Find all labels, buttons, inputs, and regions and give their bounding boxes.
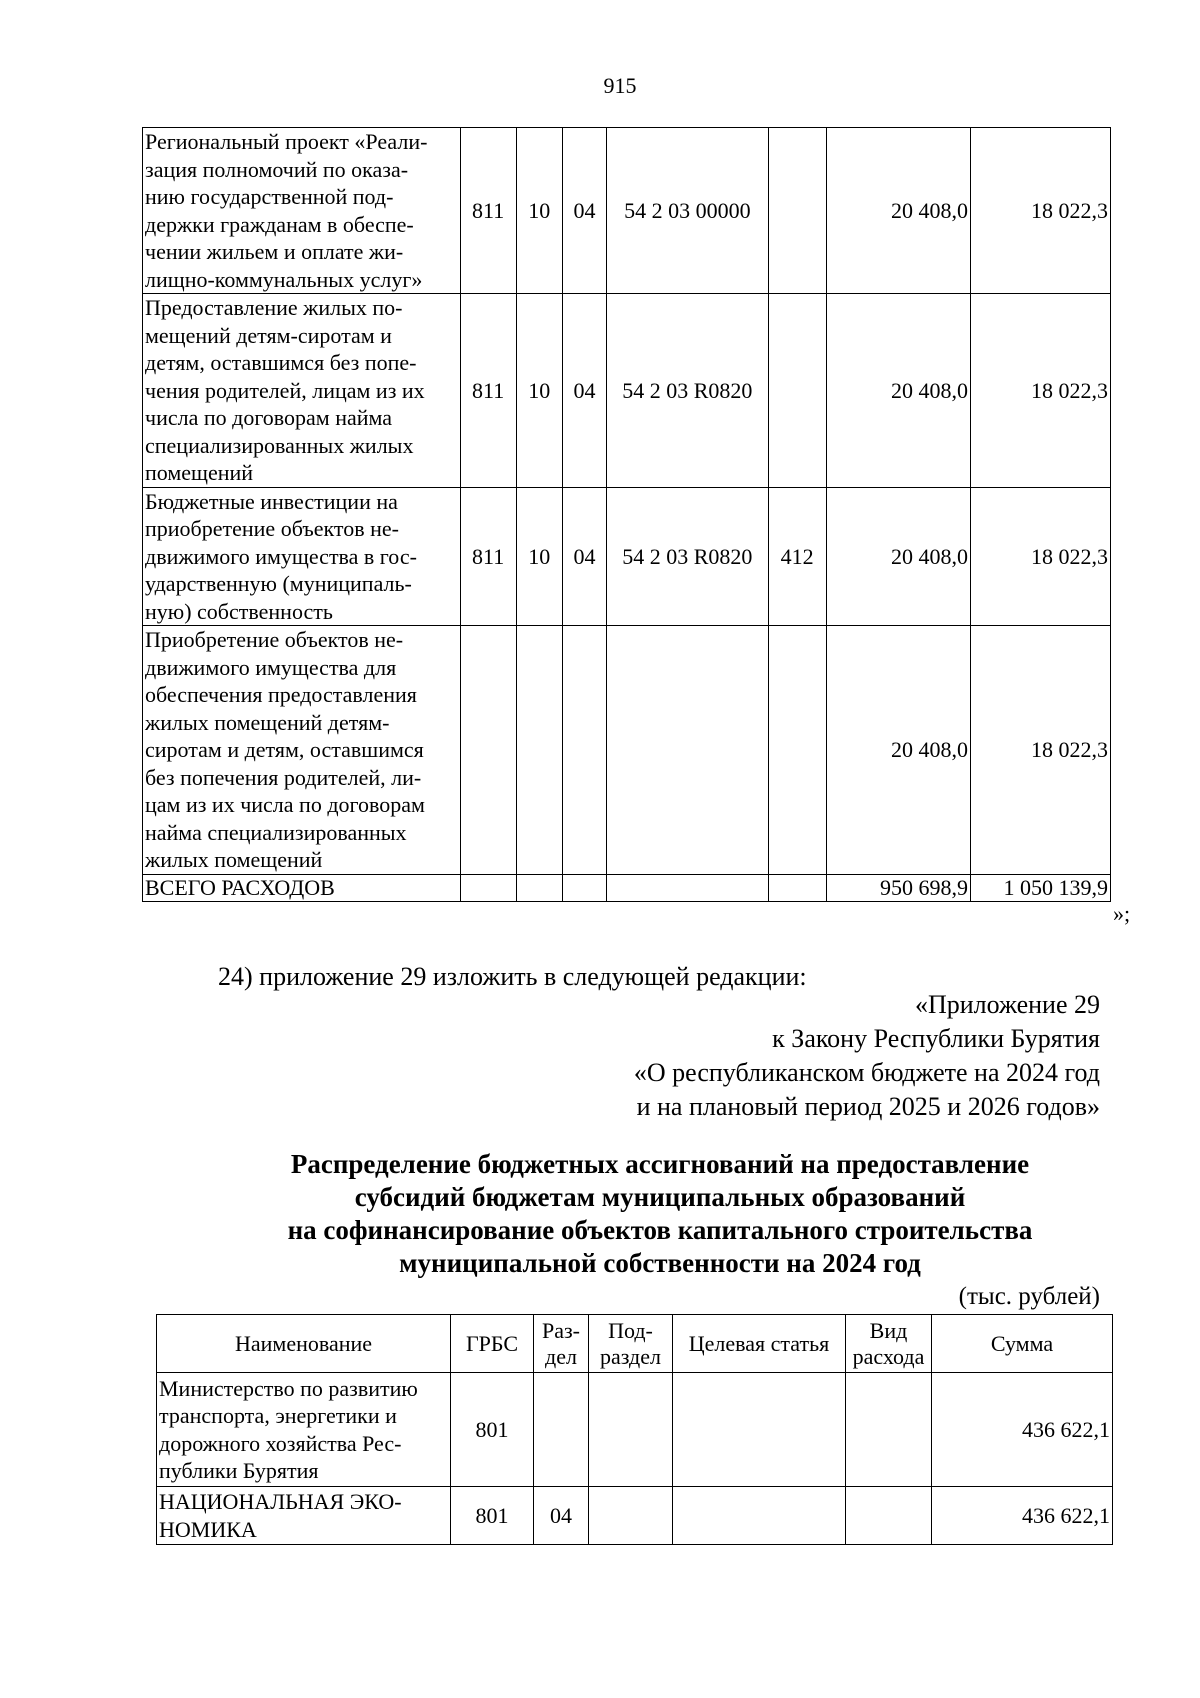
target-article-cell: 54 2 03 R0820	[607, 487, 769, 626]
total-sum-2026: 1 050 139,9	[970, 874, 1110, 901]
grbs-cell: 811	[460, 487, 516, 626]
row-name: Приобретение объектов не- движимого имущества для обеспечения предоставления жилых помещений детям- сиротам и детям, оставшимся без попечения родителей, ли- цам из их числа по договорам найма специализированных жилых помещений	[143, 626, 461, 875]
appendix-law-ref: к Закону Республики Бурятия	[772, 1024, 1100, 1053]
subsection-cell: 04	[562, 128, 606, 294]
expense-kind-cell	[768, 626, 826, 875]
closing-quote-mark: »;	[1113, 901, 1131, 926]
appendix-law-period: и на плановый период 2025 и 2026 годов»	[636, 1092, 1100, 1121]
grbs-cell: 801	[451, 1373, 534, 1487]
subsection-cell: 04	[562, 487, 606, 626]
grbs-cell	[460, 626, 516, 875]
section-cell	[534, 1373, 589, 1487]
sum-2025-cell: 20 408,0	[826, 128, 970, 294]
appendix-title: «Приложение 29	[914, 990, 1100, 1019]
total-label: ВСЕГО РАСХОДОВ	[143, 874, 461, 901]
section-cell: 10	[516, 128, 562, 294]
target-article-cell: 54 2 03 00000	[607, 128, 769, 294]
expense-kind-cell	[768, 128, 826, 294]
section-cell: 04	[534, 1487, 589, 1545]
appendix-law-name: «О республиканском бюджете на 2024 год	[633, 1058, 1100, 1087]
page-number: 915	[603, 73, 637, 98]
header-grbs: ГРБС	[451, 1315, 534, 1373]
appendix-header	[634, 988, 1100, 1124]
table-row	[157, 1373, 1113, 1487]
sum-2025-cell: 20 408,0	[826, 294, 970, 488]
grbs-cell: 811	[460, 294, 516, 488]
units-label: (тыс. рублей)	[958, 1283, 1100, 1310]
row-name: Бюджетные инвестиции на приобретение объектов не- движимого имущества в гос- ударственную (муниципаль- ную) собственность	[143, 487, 461, 626]
header-target-article: Целевая статья	[673, 1315, 846, 1373]
row-name: Региональный проект «Реали- зация полномочий по оказа- нию государственной под- держки гражданам в обеспе- чении жильем и оплате жи- лищно-коммунальных услуг»	[143, 128, 461, 294]
row-name: НАЦИОНАЛЬНАЯ ЭКО- НОМИКА	[157, 1487, 451, 1545]
header-sum: Сумма	[932, 1315, 1113, 1373]
sum-2026-cell: 18 022,3	[970, 487, 1110, 626]
header-section: Раз- дел	[534, 1315, 589, 1373]
row-name: Министерство по развитию транспорта, энергетики и дорожного хозяйства Рес- публики Бурятия	[157, 1373, 451, 1487]
section-cell: 10	[516, 294, 562, 488]
sum-cell: 436 622,1	[932, 1487, 1113, 1545]
section-cell: 10	[516, 487, 562, 626]
table-row	[143, 487, 1111, 626]
section-cell	[516, 626, 562, 875]
total-row	[143, 874, 1111, 901]
sum-2026-cell: 18 022,3	[970, 626, 1110, 875]
sum-2025-cell: 20 408,0	[826, 487, 970, 626]
target-article-cell	[673, 1487, 846, 1545]
table-row	[157, 1487, 1113, 1545]
sum-2026-cell: 18 022,3	[970, 128, 1110, 294]
grbs-cell: 811	[460, 128, 516, 294]
expense-kind-cell	[768, 294, 826, 488]
target-article-cell	[607, 626, 769, 875]
table-row	[143, 294, 1111, 488]
subsidy-allocation-table	[156, 1314, 1113, 1545]
sum-2025-cell: 20 408,0	[826, 626, 970, 875]
grbs-cell: 801	[451, 1487, 534, 1545]
row-name: Предоставление жилых по- мещений детям-сиротам и детям, оставшимся без попе- чения родителей, лицам из их числа по договорам найма специализированных жилых помещений	[143, 294, 461, 488]
header-expense-kind: Вид расхода	[846, 1315, 932, 1373]
header-subsection: Под- раздел	[589, 1315, 673, 1373]
sum-cell: 436 622,1	[932, 1373, 1113, 1487]
document-heading: Распределение бюджетных ассигнований на предоставление субсидий бюджетам муниципальных образований на софинансирование объектов капитального строительства муниципальной собственности на 2024 год	[287, 1149, 1033, 1278]
subsection-cell: 04	[562, 294, 606, 488]
target-article-cell: 54 2 03 R0820	[607, 294, 769, 488]
table-header-row	[157, 1315, 1113, 1373]
subsection-cell	[589, 1487, 673, 1545]
total-sum-2025: 950 698,9	[826, 874, 970, 901]
expenditure-table-continuation	[142, 127, 1111, 902]
target-article-cell	[673, 1373, 846, 1487]
expense-kind-cell	[846, 1487, 932, 1545]
subsection-cell	[562, 626, 606, 875]
table-row	[143, 626, 1111, 875]
subsection-cell	[589, 1373, 673, 1487]
table-row	[143, 128, 1111, 294]
sum-2026-cell: 18 022,3	[970, 294, 1110, 488]
expense-kind-cell: 412	[768, 487, 826, 626]
expense-kind-cell	[846, 1373, 932, 1487]
header-name: Наименование	[157, 1315, 451, 1373]
amendment-paragraph: 24) приложение 29 изложить в следующей редакции:	[218, 962, 807, 991]
